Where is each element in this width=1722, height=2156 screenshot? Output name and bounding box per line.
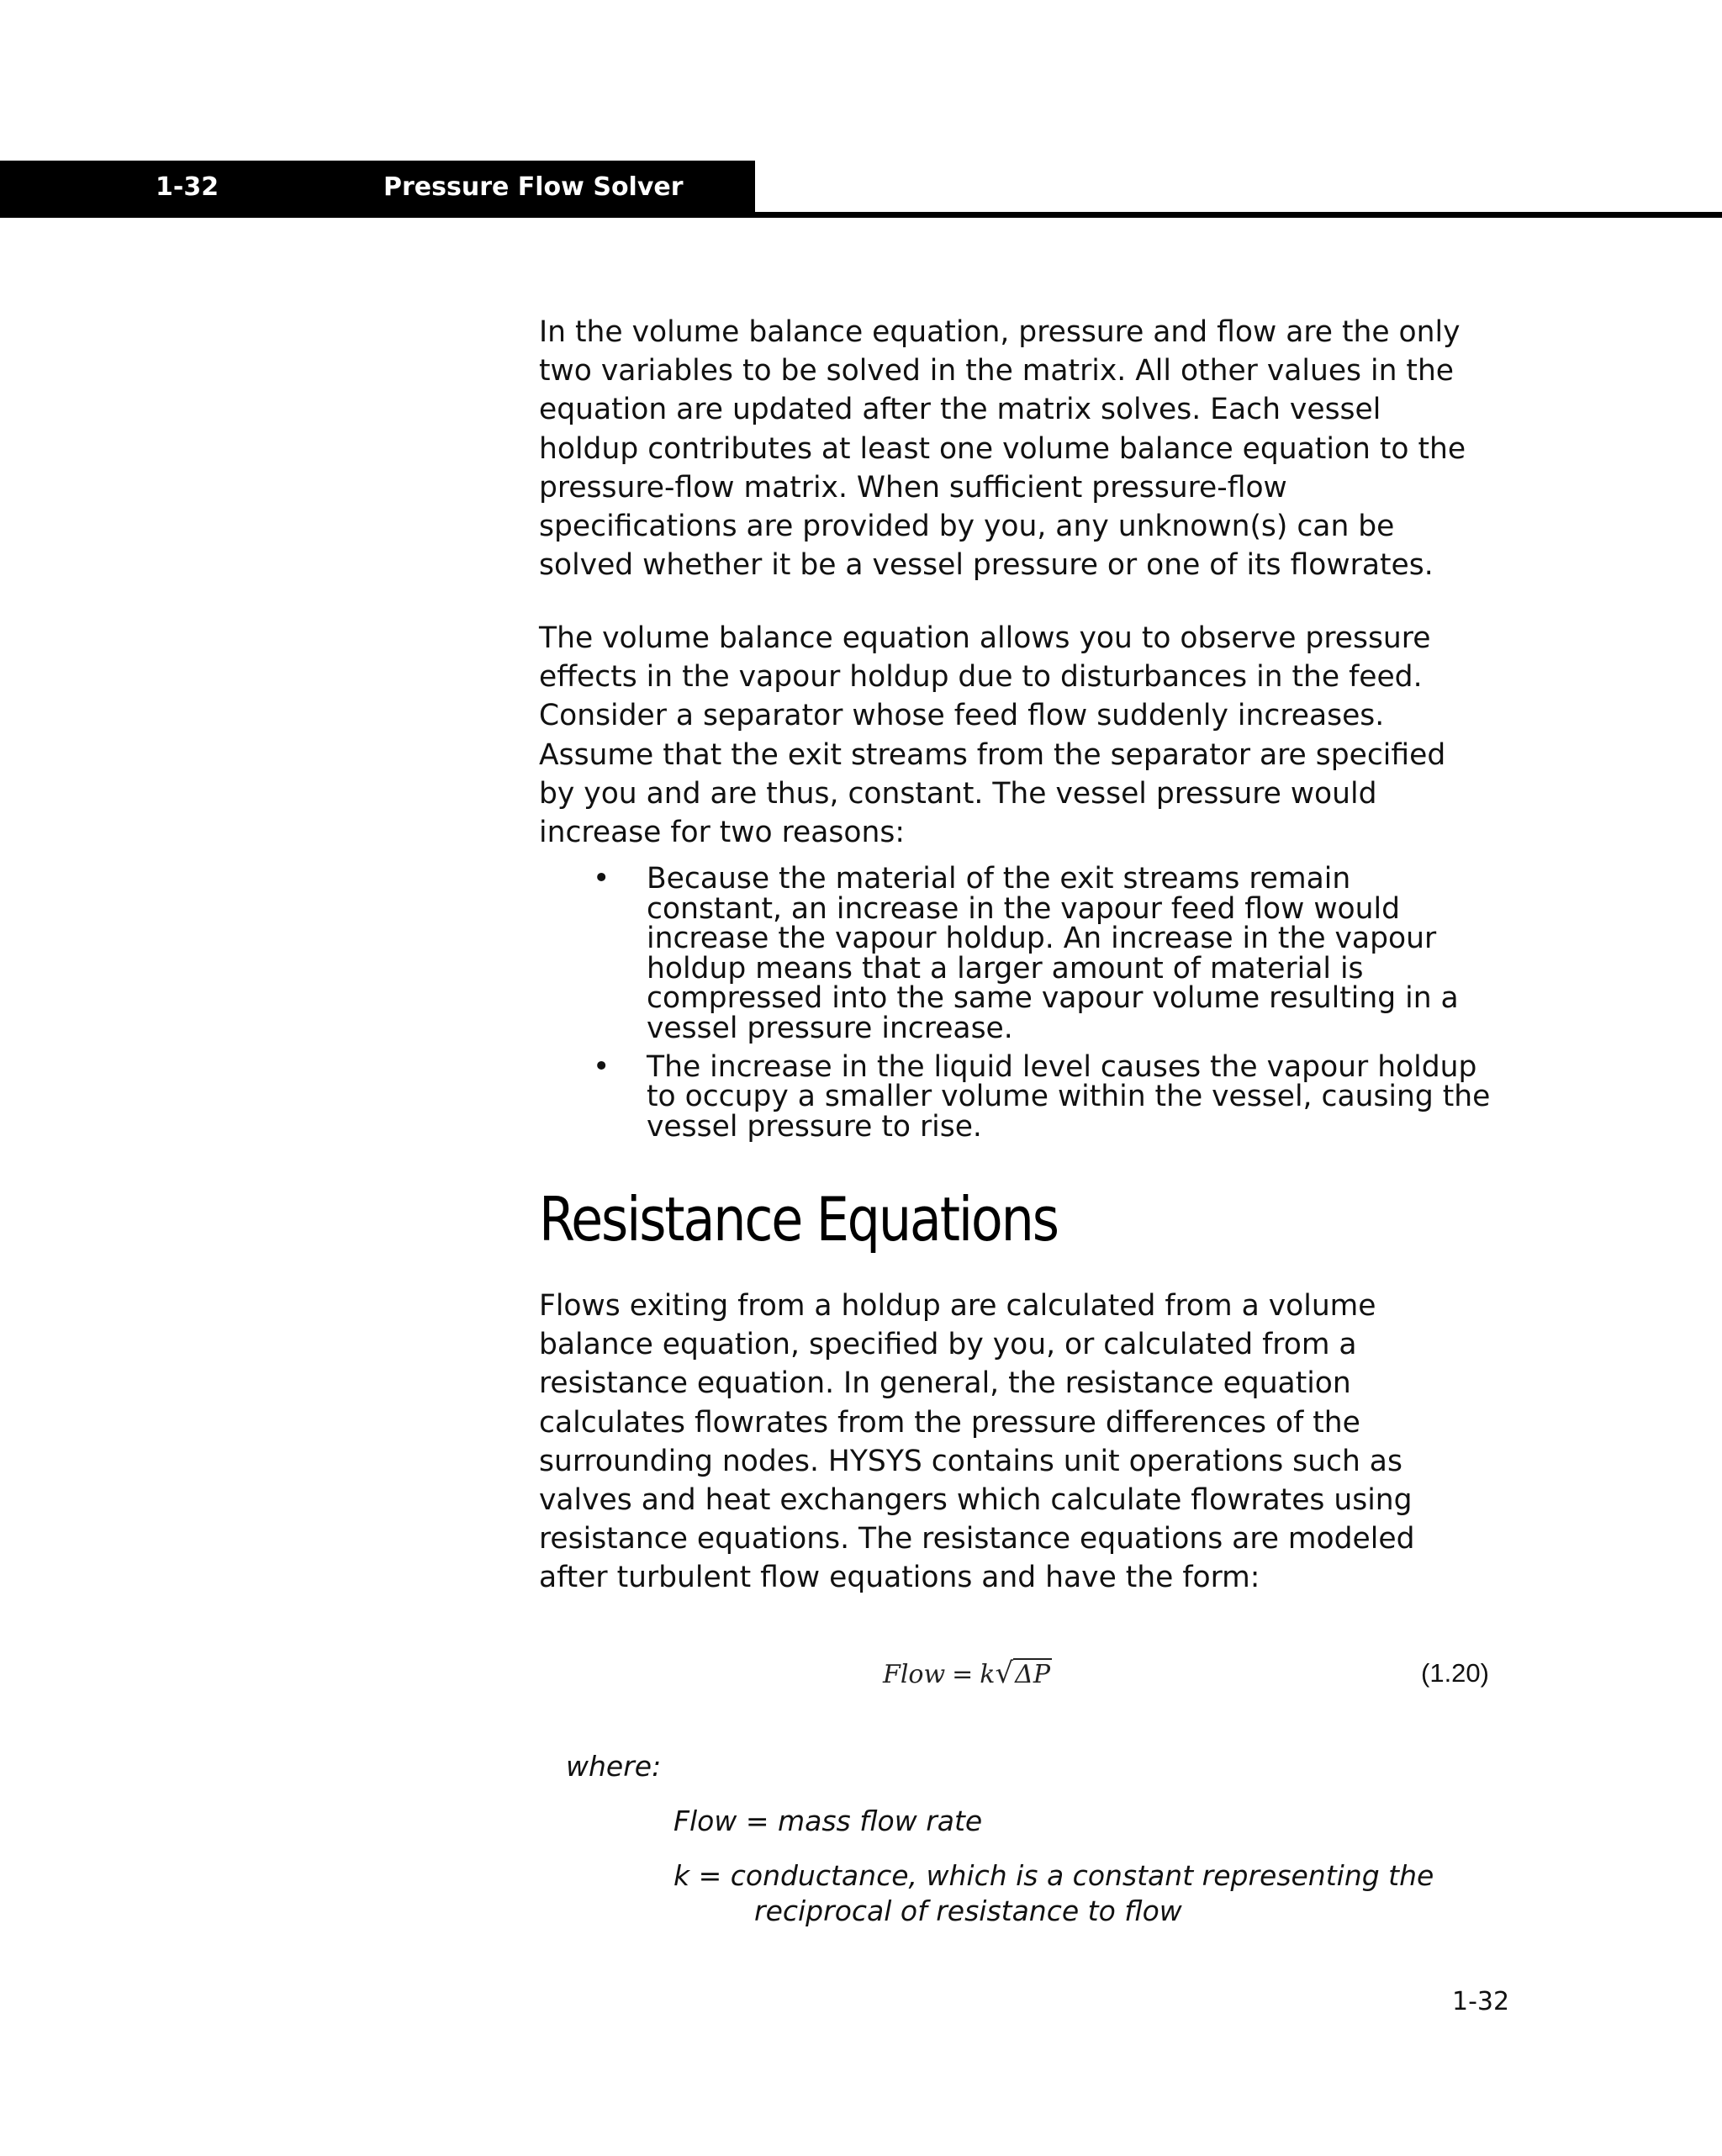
where-label: where:: [566, 1750, 662, 1783]
paragraph-line: Flows exiting from a holdup are calculated from a volume: [539, 1289, 1376, 1323]
bullet-line: The increase in the liquid level causes the vapour holdup: [647, 1049, 1477, 1084]
square-root-icon: √: [995, 1657, 1014, 1690]
equation-radicand: ΔP: [1015, 1660, 1051, 1689]
bullet-line: increase the vapour holdup. An increase in the vapour: [647, 922, 1437, 956]
equation-number: (1.20): [1421, 1658, 1489, 1688]
paragraph-line: surrounding nodes. HYSYS contains unit operations such as: [539, 1444, 1402, 1478]
paragraph-line: Consider a separator whose feed flow suddenly increases.: [539, 699, 1385, 733]
paragraph-line: balance equation, specified by you, or calculated from a: [539, 1328, 1357, 1362]
paragraph-resistance: [539, 1287, 1514, 1598]
equation-lhs: Flow: [883, 1660, 946, 1689]
paragraph-volume-balance: [539, 313, 1514, 584]
paragraph-line: solved whether it be a vessel pressure or one of its flowrates.: [539, 548, 1434, 583]
paragraph-line: valves and heat exchangers which calculate flowrates using: [539, 1483, 1413, 1518]
header-rule: [0, 212, 1722, 218]
bullet-item: [539, 1049, 1514, 1144]
section-heading: Resistance Equations: [539, 1184, 1058, 1255]
paragraph-line: equation are updated after the matrix solves. Each vessel: [539, 393, 1381, 427]
bullet-line: to occupy a smaller volume within the vessel, causing the: [647, 1080, 1491, 1114]
flow-equation: [883, 1657, 1052, 1692]
bullet-line: vessel pressure to rise.: [647, 1109, 982, 1144]
bullet-icon: •: [593, 1049, 610, 1084]
definition-k: k = conductance, which is a constant representing the: [673, 1859, 1434, 1892]
header-page-number: 1-32: [156, 172, 219, 202]
bullet-line: compressed into the same vapour volume resulting in a: [647, 981, 1459, 1016]
paragraph-line: increase for two reasons:: [539, 816, 905, 850]
bullet-list: [539, 864, 1514, 1150]
paragraph-line: The volume balance equation allows you to observe pressure: [539, 621, 1431, 655]
paragraph-line: pressure-flow matrix. When sufficient pressure-flow: [539, 470, 1287, 505]
paragraph-line: two variables to be solved in the matrix. All other values in the: [539, 354, 1455, 388]
bullet-line: holdup means that a larger amount of material is: [647, 951, 1364, 986]
bullet-icon: •: [593, 862, 610, 896]
bullet-line: vessel pressure increase.: [647, 1011, 1013, 1045]
paragraph-line: Assume that the exit streams from the separator are specified: [539, 737, 1446, 772]
equation-operator: =: [952, 1660, 974, 1689]
definition-k-continued: reciprocal of resistance to flow: [754, 1894, 1182, 1927]
paragraph-line: effects in the vapour holdup due to disturbances in the feed.: [539, 660, 1423, 695]
paragraph-pressure-effects: [539, 619, 1514, 852]
definition-flow: Flow = mass flow rate: [673, 1805, 983, 1837]
bullet-line: constant, an increase in the vapour feed flow would: [647, 891, 1401, 926]
paragraph-line: by you and are thus, constant. The vessel pressure would: [539, 776, 1377, 811]
paragraph-line: holdup contributes at least one volume balance equation to the: [539, 431, 1466, 466]
header-chapter-title: Pressure Flow Solver: [383, 172, 684, 202]
paragraph-line: resistance equation. In general, the resistance equation: [539, 1366, 1351, 1401]
bullet-line: Because the material of the exit streams remain: [647, 862, 1351, 896]
footer-page-number: 1-32: [1452, 1987, 1510, 2016]
paragraph-line: resistance equations. The resistance equations are modeled: [539, 1522, 1415, 1556]
bullet-item: [539, 864, 1514, 1044]
paragraph-line: specifications are provided by you, any unknown(s) can be: [539, 510, 1395, 544]
paragraph-line: calculates flowrates from the pressure differences of the: [539, 1405, 1360, 1440]
paragraph-line: In the volume balance equation, pressure and flow are the only: [539, 315, 1461, 349]
paragraph-line: after turbulent flow equations and have the form:: [539, 1561, 1260, 1595]
equation-coefficient: k: [980, 1660, 996, 1689]
